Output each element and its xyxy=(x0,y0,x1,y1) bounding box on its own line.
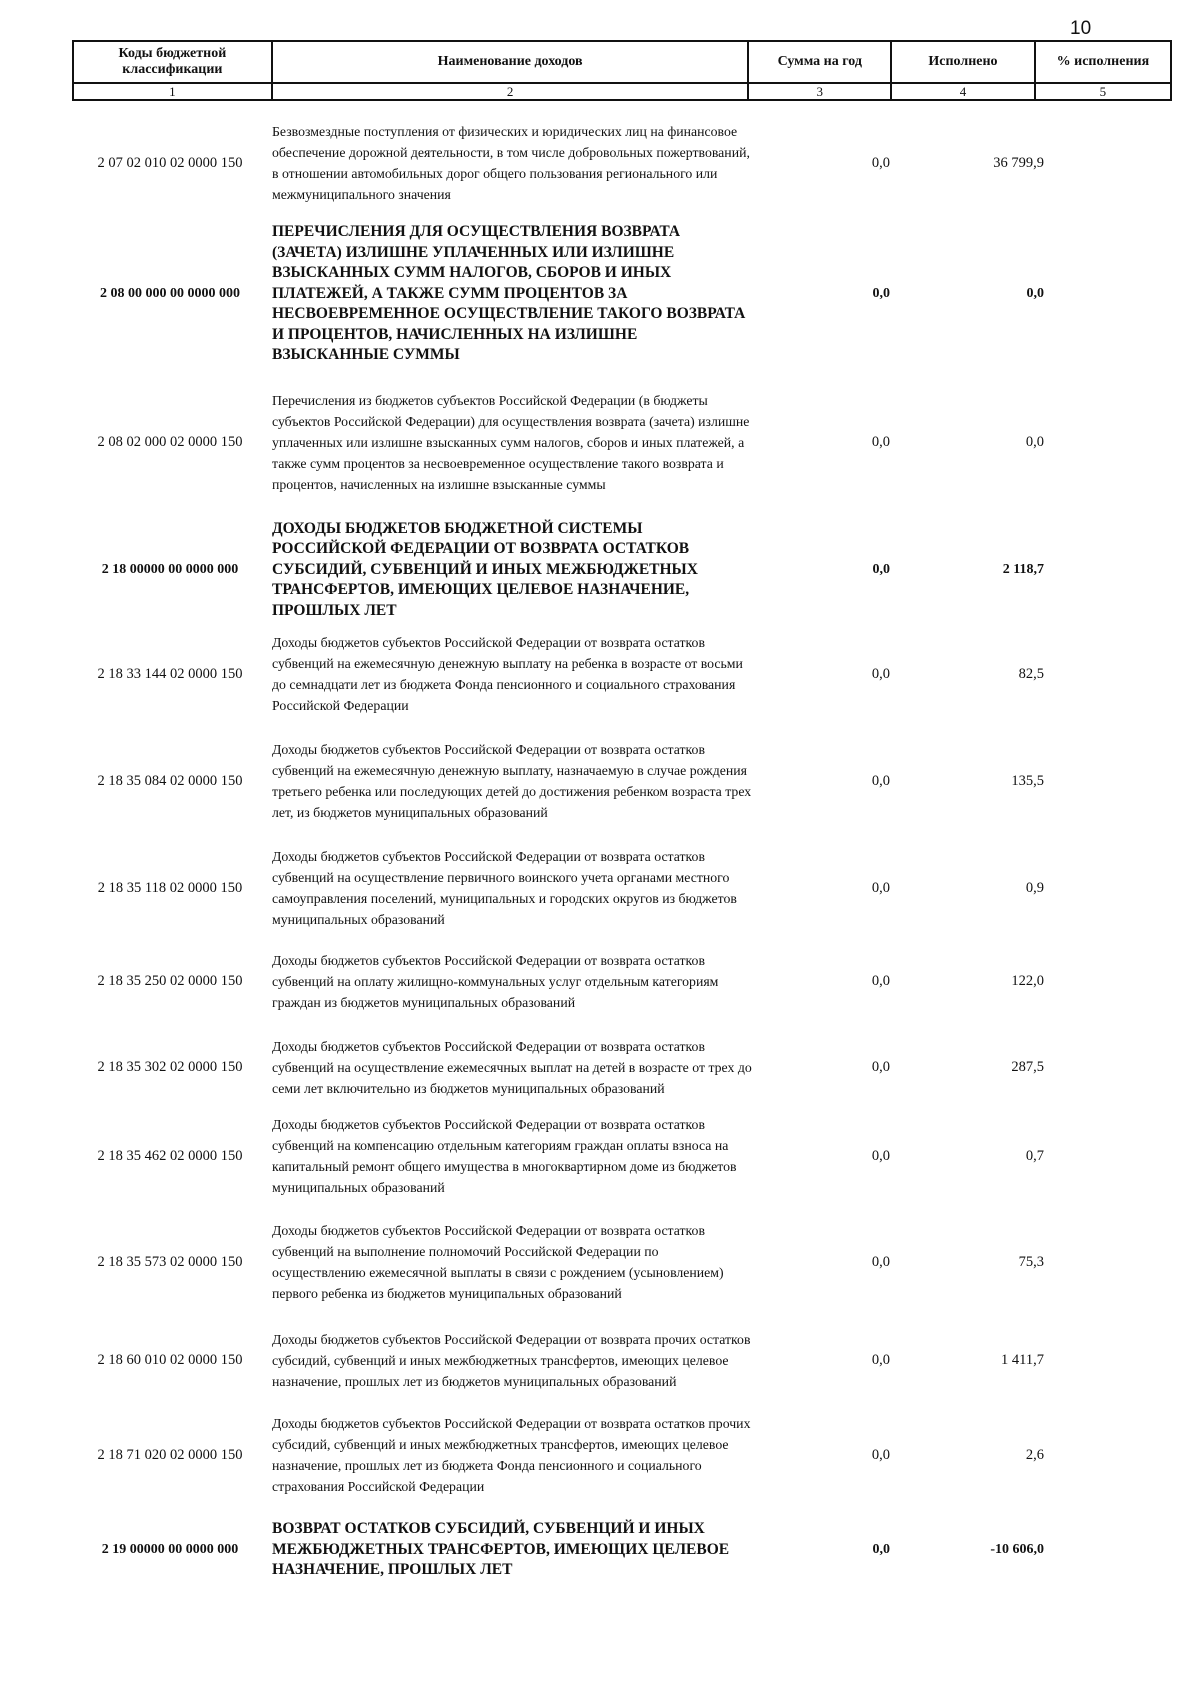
row-done: 75,3 xyxy=(1018,1253,1044,1270)
row-name: Доходы бюджетов субъектов Российской Федерации от возврата остатков прочих субсидий, субвенций и иных межбюджетных трансфертов, имеющих целевое назначение, прошлых лет из бюджета Фонда пенсионного и социального страхования Российской Федерации xyxy=(272,1416,751,1494)
row-code: 2 18 35 084 02 0000 150 xyxy=(97,772,243,789)
header-num-1: 1 xyxy=(73,83,272,100)
row-plan: 0,0 xyxy=(871,972,890,989)
table-body xyxy=(72,108,1172,1590)
header-plan: Сумма на год xyxy=(748,41,891,83)
header-percent: % исполнения xyxy=(1035,41,1171,83)
row-plan: 0,0 xyxy=(872,286,890,301)
row-name: Доходы бюджетов субъектов Российской Федерации от возврата остатков субвенций на осуществление первичного воинского учета органами местного самоуправления поселений, муниципальных и городских округов из бюджетов муниципальных образований xyxy=(272,849,737,927)
row-plan: 0,0 xyxy=(871,879,890,896)
row-plan: 0,0 xyxy=(871,1351,890,1368)
table-row xyxy=(72,936,1172,1026)
row-plan: 0,0 xyxy=(871,1253,890,1270)
row-plan: 0,0 xyxy=(872,1542,890,1557)
header-codes: Коды бюджетной классификации xyxy=(73,41,272,83)
row-name: Перечисления из бюджетов субъектов Российской Федерации (в бюджеты субъектов Российской Федерации) для осуществления возврата (зачета) излишне уплаченных или излишне взысканных сумм налогов, сборов и иных платежей, а также сумм процентов за несвоевременное осуществление такого возврата и процентов, начисленных на излишне взысканные суммы xyxy=(272,392,750,492)
table-row xyxy=(72,722,1172,840)
row-plan: 0,0 xyxy=(871,1446,890,1463)
row-done: 82,5 xyxy=(1018,665,1044,682)
table-row xyxy=(72,1108,1172,1204)
row-name: Безвозмездные поступления от физических и юридических лиц на финансовое обеспечение дорожной деятельности, в том числе добровольных пожертвований, в отношении автомобильных дорог общего пользования регионального или межмуниципального значения xyxy=(272,124,750,202)
row-name: Доходы бюджетов субъектов Российской Федерации от возврата остатков субвенций на оплату жилищно-коммунальных услуг отдельным категориям граждан из бюджетов муниципальных образований xyxy=(272,952,719,1010)
table-row xyxy=(72,1320,1172,1400)
table-row xyxy=(72,514,1172,626)
row-done: 36 799,9 xyxy=(993,154,1044,171)
row-done: 2 118,7 xyxy=(1002,562,1044,577)
header-num-3: 3 xyxy=(748,83,891,100)
table-row xyxy=(72,1026,1172,1108)
table-row xyxy=(72,1510,1172,1590)
row-name: Доходы бюджетов субъектов Российской Федерации от возврата прочих остатков субсидий, субвенций и иных межбюджетных трансфертов, имеющих целевое назначение, прошлых лет из бюджетов муниципальных образований xyxy=(272,1331,751,1389)
row-name: ПЕРЕЧИСЛЕНИЯ ДЛЯ ОСУЩЕСТВЛЕНИЯ ВОЗВРАТА (ЗАЧЕТА) ИЗЛИШНЕ УПЛАЧЕННЫХ ИЛИ ИЗЛИШНЕ ВЗЫСКАННЫХ СУММ НАЛОГОВ, СБОРОВ И ИНЫХ ПЛАТЕЖЕЙ, А ТАКЖЕ СУММ ПРОЦЕНТОВ ЗА НЕСВОЕВРЕМЕННОЕ ОСУЩЕСТВЛЕНИЕ ТАКОГО ВОЗВРАТА И ПРОЦЕНТОВ, НАЧИСЛЕННЫХ НА ИЗЛИШНЕ ВЗЫСКАННЫЕ СУММЫ xyxy=(272,223,746,364)
row-name: Доходы бюджетов субъектов Российской Федерации от возврата остатков субвенций на выполнение полномочий Российской Федерации по осуществлению ежемесячной выплаты в связи с рождением (усыновлением) первого ребенка из бюджетов муниципальных образований xyxy=(272,1223,724,1301)
table-row xyxy=(72,218,1172,370)
row-done: 122,0 xyxy=(1011,972,1044,989)
row-code: 2 18 71 020 02 0000 150 xyxy=(97,1446,243,1463)
row-plan: 0,0 xyxy=(871,772,890,789)
row-code: 2 18 35 573 02 0000 150 xyxy=(97,1253,243,1270)
row-plan: 0,0 xyxy=(871,665,890,682)
header-name: Наименование доходов xyxy=(272,41,749,83)
row-name: Доходы бюджетов субъектов Российской Федерации от возврата остатков субвенций на ежемесячную денежную выплату, назначаемую в случае рождения третьего ребенка или последующих детей до достижения ребенком возраста трех лет, из бюджетов муниципальных образований xyxy=(272,742,752,820)
table-row xyxy=(72,1400,1172,1510)
row-code: 2 07 02 010 02 0000 150 xyxy=(97,154,243,171)
table-header xyxy=(72,40,1172,101)
row-done: 1 411,7 xyxy=(1001,1351,1044,1368)
row-code: 2 18 33 144 02 0000 150 xyxy=(97,665,243,682)
row-done: 0,7 xyxy=(1025,1147,1044,1164)
header-num-2: 2 xyxy=(272,83,749,100)
row-done: 135,5 xyxy=(1011,772,1044,789)
row-name: ДОХОДЫ БЮДЖЕТОВ БЮДЖЕТНОЙ СИСТЕМЫ РОССИЙСКОЙ ФЕДЕРАЦИИ ОТ ВОЗВРАТА ОСТАТКОВ СУБСИДИЙ, СУБВЕНЦИЙ И ИНЫХ МЕЖБЮДЖЕТНЫХ ТРАНСФЕРТОВ, ИМЕЮЩИХ ЦЕЛЕВОЕ НАЗНАЧЕНИЕ, ПРОШЛЫХ ЛЕТ xyxy=(272,519,698,619)
row-code: 2 18 35 250 02 0000 150 xyxy=(97,972,243,989)
header-num-4: 4 xyxy=(891,83,1035,100)
row-done: 287,5 xyxy=(1011,1058,1044,1075)
row-plan: 0,0 xyxy=(871,1058,890,1075)
row-name: ВОЗВРАТ ОСТАТКОВ СУБСИДИЙ, СУБВЕНЦИЙ И ИНЫХ МЕЖБЮДЖЕТНЫХ ТРАНСФЕРТОВ, ИМЕЮЩИХ ЦЕЛЕВОЕ НАЗНАЧЕНИЕ, ПРОШЛЫХ ЛЕТ xyxy=(272,1520,730,1579)
row-code: 2 08 02 000 02 0000 150 xyxy=(97,433,243,450)
row-plan: 0,0 xyxy=(871,154,890,171)
row-plan: 0,0 xyxy=(871,433,890,450)
table-row xyxy=(72,840,1172,936)
row-name: Доходы бюджетов субъектов Российской Федерации от возврата остатков субвенций на осуществление ежемесячных выплат на детей в возрасте от трех до семи лет включительно из бюджетов муниципальных образований xyxy=(272,1038,752,1096)
row-done: 0,0 xyxy=(1025,433,1044,450)
row-code: 2 19 00000 00 0000 000 xyxy=(101,1542,239,1557)
row-code: 2 08 00 000 00 0000 000 xyxy=(100,286,240,301)
row-code: 2 18 00000 00 0000 000 xyxy=(101,562,239,577)
row-name: Доходы бюджетов субъектов Российской Федерации от возврата остатков субвенций на компенсацию отдельным категориям граждан оплаты взноса на капитальный ремонт общего имущества в многоквартирном доме из бюджетов муниципальных образований xyxy=(272,1117,737,1195)
table-row xyxy=(72,370,1172,514)
row-plan: 0,0 xyxy=(872,562,890,577)
table-row xyxy=(72,1204,1172,1320)
table-row xyxy=(72,626,1172,722)
row-code: 2 18 35 462 02 0000 150 xyxy=(97,1147,243,1164)
table-row xyxy=(72,108,1172,218)
row-code: 2 18 60 010 02 0000 150 xyxy=(97,1351,243,1368)
row-name: Доходы бюджетов субъектов Российской Федерации от возврата остатков субвенций на ежемесячную денежную выплату на ребенка в возрасте от восьми до семнадцати лет из бюджета Фонда пенсионного и социального страхования Российской Федерации xyxy=(272,635,743,713)
row-plan: 0,0 xyxy=(871,1147,890,1164)
row-done: 2,6 xyxy=(1025,1446,1044,1463)
header-done: Исполнено xyxy=(891,41,1035,83)
row-code: 2 18 35 118 02 0000 150 xyxy=(97,879,243,896)
row-done: 0,0 xyxy=(1026,286,1044,301)
row-done: -10 606,0 xyxy=(990,1542,1044,1557)
row-code: 2 18 35 302 02 0000 150 xyxy=(97,1058,243,1075)
page-number: 10 xyxy=(1070,18,1092,39)
header-num-5: 5 xyxy=(1035,83,1171,100)
row-done: 0,9 xyxy=(1025,879,1044,896)
